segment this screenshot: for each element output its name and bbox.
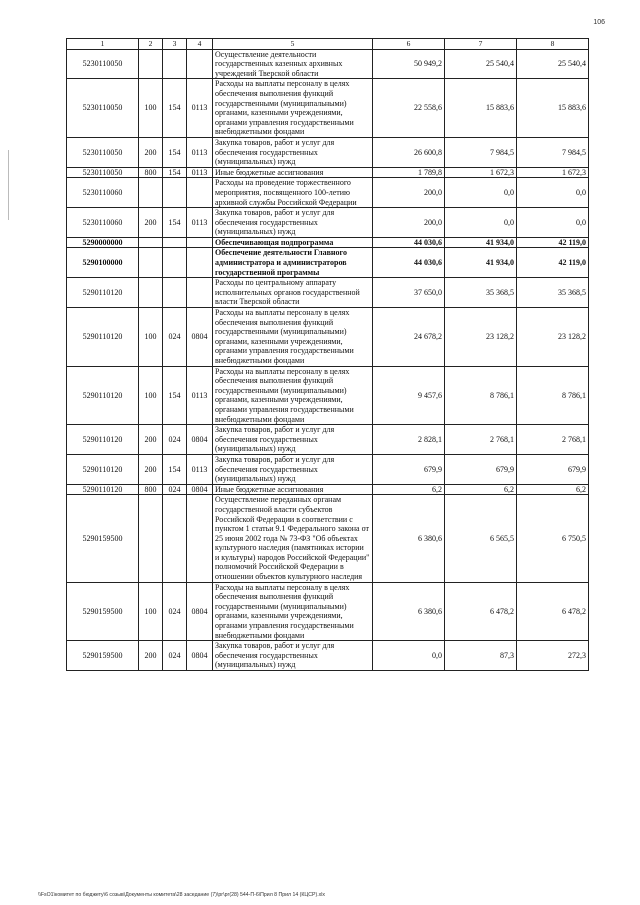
classification-code-cell: 5290110120 <box>67 425 139 455</box>
amount-year2-cell: 8 786,1 <box>445 366 517 425</box>
expense-type-cell <box>139 178 163 208</box>
amount-year1-cell: 6 380,6 <box>373 582 445 641</box>
amount-year3-cell: 6,2 <box>517 484 589 495</box>
classification-code-cell: 5230110050 <box>67 49 139 79</box>
admin-code-cell: 024 <box>163 484 187 495</box>
classification-code-cell: 5230110050 <box>67 137 139 167</box>
amount-year3-cell: 8 786,1 <box>517 366 589 425</box>
amount-year1-cell: 200,0 <box>373 208 445 238</box>
amount-year3-cell: 679,9 <box>517 454 589 484</box>
admin-code-cell <box>163 49 187 79</box>
amount-year2-cell: 41 934,0 <box>445 248 517 278</box>
admin-code-cell <box>163 248 187 278</box>
classification-code-cell: 5230110050 <box>67 79 139 138</box>
amount-year2-cell: 25 540,4 <box>445 49 517 79</box>
table-row <box>67 425 589 455</box>
amount-year1-cell: 2 828,1 <box>373 425 445 455</box>
header-cell: 2 <box>139 39 163 50</box>
item-name-cell: Осуществление деятельности государственных казенных архивных учреждений Тверской области <box>213 49 373 79</box>
item-name-cell: Расходы на выплаты персоналу в целях обеспечения выполнения функций государственными (муниципальными) органами, казенными учреждениями, органами управления государственными внебюджетными фондами <box>213 79 373 138</box>
section-code-cell: 0113 <box>187 454 213 484</box>
section-code-cell: 0804 <box>187 308 213 367</box>
expense-type-cell: 200 <box>139 137 163 167</box>
amount-year3-cell: 272,3 <box>517 641 589 671</box>
admin-code-cell <box>163 237 187 248</box>
admin-code-cell: 154 <box>163 167 187 178</box>
section-code-cell: 0804 <box>187 582 213 641</box>
item-name-cell: Закупка товаров, работ и услуг для обеспечения государственных (муниципальных) нужд <box>213 454 373 484</box>
amount-year2-cell: 41 934,0 <box>445 237 517 248</box>
item-name-cell: Закупка товаров, работ и услуг для обеспечения государственных (муниципальных) нужд <box>213 208 373 238</box>
table-row <box>67 167 589 178</box>
amount-year1-cell: 24 678,2 <box>373 308 445 367</box>
classification-code-cell: 5230110060 <box>67 178 139 208</box>
amount-year3-cell: 42 119,0 <box>517 237 589 248</box>
item-name-cell: Осуществление переданных органам государственной власти субъектов Российской Федерации в соответствии с пунктом 1 статьи 9.1 Федерального закона от 25 июня 2002 года № 73-ФЗ "Об объектах культурного наследия (памятниках истории и культуры) народов Российской Федерации" полномочий Российской Федерации в отношении объектов культурного наследия <box>213 495 373 582</box>
table-row <box>67 208 589 238</box>
header-cell: 5 <box>213 39 373 50</box>
admin-code-cell <box>163 278 187 308</box>
section-code-cell <box>187 278 213 308</box>
amount-year2-cell: 0,0 <box>445 178 517 208</box>
item-name-cell: Иные бюджетные ассигнования <box>213 484 373 495</box>
table-row <box>67 137 589 167</box>
table-row <box>67 49 589 79</box>
expense-type-cell <box>139 49 163 79</box>
scan-edge-mark <box>8 150 9 220</box>
classification-code-cell: 5290159500 <box>67 495 139 582</box>
expense-type-cell: 800 <box>139 167 163 178</box>
section-code-cell: 0804 <box>187 484 213 495</box>
amount-year2-cell: 7 984,5 <box>445 137 517 167</box>
section-code-cell: 0804 <box>187 425 213 455</box>
expense-type-cell <box>139 495 163 582</box>
amount-year1-cell: 0,0 <box>373 641 445 671</box>
expense-type-cell: 100 <box>139 366 163 425</box>
amount-year1-cell: 6 380,6 <box>373 495 445 582</box>
amount-year2-cell: 35 368,5 <box>445 278 517 308</box>
amount-year1-cell: 1 789,8 <box>373 167 445 178</box>
header-cell: 6 <box>373 39 445 50</box>
expense-type-cell: 100 <box>139 79 163 138</box>
section-code-cell: 0113 <box>187 208 213 238</box>
item-name-cell: Расходы по центральному аппарату исполнительных органов государственной власти Тверской области <box>213 278 373 308</box>
classification-code-cell: 5290159500 <box>67 582 139 641</box>
table-row <box>67 366 589 425</box>
classification-code-cell: 5290110120 <box>67 454 139 484</box>
classification-code-cell: 5290110120 <box>67 484 139 495</box>
classification-code-cell: 5230110050 <box>67 167 139 178</box>
section-code-cell <box>187 178 213 208</box>
item-name-cell: Расходы на выплаты персоналу в целях обеспечения выполнения функций государственными (муниципальными) органами, казенными учреждениями, органами управления государственными внебюджетными фондами <box>213 582 373 641</box>
amount-year2-cell: 23 128,2 <box>445 308 517 367</box>
amount-year3-cell: 6 750,5 <box>517 495 589 582</box>
amount-year1-cell: 22 558,6 <box>373 79 445 138</box>
table-row <box>67 248 589 278</box>
admin-code-cell: 024 <box>163 425 187 455</box>
table-row <box>67 582 589 641</box>
header-cell: 1 <box>67 39 139 50</box>
section-code-cell <box>187 248 213 278</box>
table-row <box>67 641 589 671</box>
classification-code-cell: 5290110120 <box>67 308 139 367</box>
classification-code-cell: 5290159500 <box>67 641 139 671</box>
expense-type-cell: 100 <box>139 582 163 641</box>
admin-code-cell: 024 <box>163 582 187 641</box>
amount-year3-cell: 42 119,0 <box>517 248 589 278</box>
classification-code-cell: 5230110060 <box>67 208 139 238</box>
amount-year2-cell: 6 478,2 <box>445 582 517 641</box>
amount-year3-cell: 15 883,6 <box>517 79 589 138</box>
header-row <box>67 39 589 50</box>
amount-year2-cell: 15 883,6 <box>445 79 517 138</box>
expense-type-cell <box>139 248 163 278</box>
table-row <box>67 79 589 138</box>
expense-type-cell: 200 <box>139 641 163 671</box>
classification-code-cell: 5290100000 <box>67 248 139 278</box>
amount-year1-cell: 44 030,6 <box>373 237 445 248</box>
amount-year3-cell: 0,0 <box>517 178 589 208</box>
classification-code-cell: 5290110120 <box>67 278 139 308</box>
amount-year1-cell: 6,2 <box>373 484 445 495</box>
admin-code-cell <box>163 178 187 208</box>
table-row <box>67 237 589 248</box>
admin-code-cell: 154 <box>163 137 187 167</box>
admin-code-cell <box>163 495 187 582</box>
amount-year2-cell: 0,0 <box>445 208 517 238</box>
admin-code-cell: 024 <box>163 308 187 367</box>
amount-year2-cell: 6 565,5 <box>445 495 517 582</box>
table-body <box>67 49 589 670</box>
amount-year3-cell: 23 128,2 <box>517 308 589 367</box>
header-cell: 8 <box>517 39 589 50</box>
item-name-cell: Закупка товаров, работ и услуг для обеспечения государственных (муниципальных) нужд <box>213 137 373 167</box>
classification-code-cell: 5290110120 <box>67 366 139 425</box>
expense-type-cell: 200 <box>139 425 163 455</box>
header-cell: 4 <box>187 39 213 50</box>
section-code-cell: 0113 <box>187 137 213 167</box>
item-name-cell: Расходы на проведение торжественного мероприятия, посвященного 100-летию архивной службы Российской Федерации <box>213 178 373 208</box>
expense-type-cell: 200 <box>139 208 163 238</box>
item-name-cell: Обеспечение деятельности Главного администратора и администраторов государственной программы <box>213 248 373 278</box>
amount-year2-cell: 1 672,3 <box>445 167 517 178</box>
amount-year1-cell: 37 650,0 <box>373 278 445 308</box>
item-name-cell: Обеспечивающая подпрограмма <box>213 237 373 248</box>
table-row <box>67 484 589 495</box>
file-path-footer: \\FsO1\комитет по бюджету\6 созыв\Документы комитета\28 заседание (7)\рг\рг(28) 544-П-6\Прил 8 Прил 14 (КЦСР).xlx <box>38 892 325 898</box>
section-code-cell: 0804 <box>187 641 213 671</box>
header-cell: 3 <box>163 39 187 50</box>
amount-year1-cell: 9 457,6 <box>373 366 445 425</box>
expense-type-cell <box>139 278 163 308</box>
amount-year1-cell: 50 949,2 <box>373 49 445 79</box>
amount-year2-cell: 679,9 <box>445 454 517 484</box>
table-row <box>67 454 589 484</box>
section-code-cell <box>187 49 213 79</box>
amount-year3-cell: 7 984,5 <box>517 137 589 167</box>
header-cell: 7 <box>445 39 517 50</box>
expense-type-cell: 800 <box>139 484 163 495</box>
item-name-cell: Расходы на выплаты персоналу в целях обеспечения выполнения функций государственными (муниципальными) органами, казенными учреждениями, органами управления государственными внебюджетными фондами <box>213 366 373 425</box>
amount-year1-cell: 44 030,6 <box>373 248 445 278</box>
amount-year2-cell: 2 768,1 <box>445 425 517 455</box>
section-code-cell <box>187 237 213 248</box>
table-row <box>67 308 589 367</box>
amount-year3-cell: 25 540,4 <box>517 49 589 79</box>
amount-year3-cell: 6 478,2 <box>517 582 589 641</box>
budget-table <box>66 38 589 671</box>
page-number: 106 <box>593 19 605 26</box>
admin-code-cell: 154 <box>163 454 187 484</box>
section-code-cell: 0113 <box>187 167 213 178</box>
admin-code-cell: 154 <box>163 366 187 425</box>
table-row <box>67 178 589 208</box>
amount-year1-cell: 200,0 <box>373 178 445 208</box>
amount-year3-cell: 35 368,5 <box>517 278 589 308</box>
amount-year3-cell: 0,0 <box>517 208 589 238</box>
table-row <box>67 278 589 308</box>
admin-code-cell: 024 <box>163 641 187 671</box>
expense-type-cell: 100 <box>139 308 163 367</box>
item-name-cell: Расходы на выплаты персоналу в целях обеспечения выполнения функций государственными (муниципальными) органами, казенными учреждениями, органами управления государственными внебюджетными фондами <box>213 308 373 367</box>
expense-type-cell: 200 <box>139 454 163 484</box>
amount-year1-cell: 26 600,8 <box>373 137 445 167</box>
classification-code-cell: 5290000000 <box>67 237 139 248</box>
amount-year1-cell: 679,9 <box>373 454 445 484</box>
section-code-cell <box>187 495 213 582</box>
table-row <box>67 495 589 582</box>
amount-year3-cell: 2 768,1 <box>517 425 589 455</box>
item-name-cell: Закупка товаров, работ и услуг для обеспечения государственных (муниципальных) нужд <box>213 641 373 671</box>
expense-type-cell <box>139 237 163 248</box>
section-code-cell: 0113 <box>187 366 213 425</box>
admin-code-cell: 154 <box>163 79 187 138</box>
amount-year3-cell: 1 672,3 <box>517 167 589 178</box>
item-name-cell: Закупка товаров, работ и услуг для обеспечения государственных (муниципальных) нужд <box>213 425 373 455</box>
item-name-cell: Иные бюджетные ассигнования <box>213 167 373 178</box>
amount-year2-cell: 6,2 <box>445 484 517 495</box>
admin-code-cell: 154 <box>163 208 187 238</box>
section-code-cell: 0113 <box>187 79 213 138</box>
amount-year2-cell: 87,3 <box>445 641 517 671</box>
